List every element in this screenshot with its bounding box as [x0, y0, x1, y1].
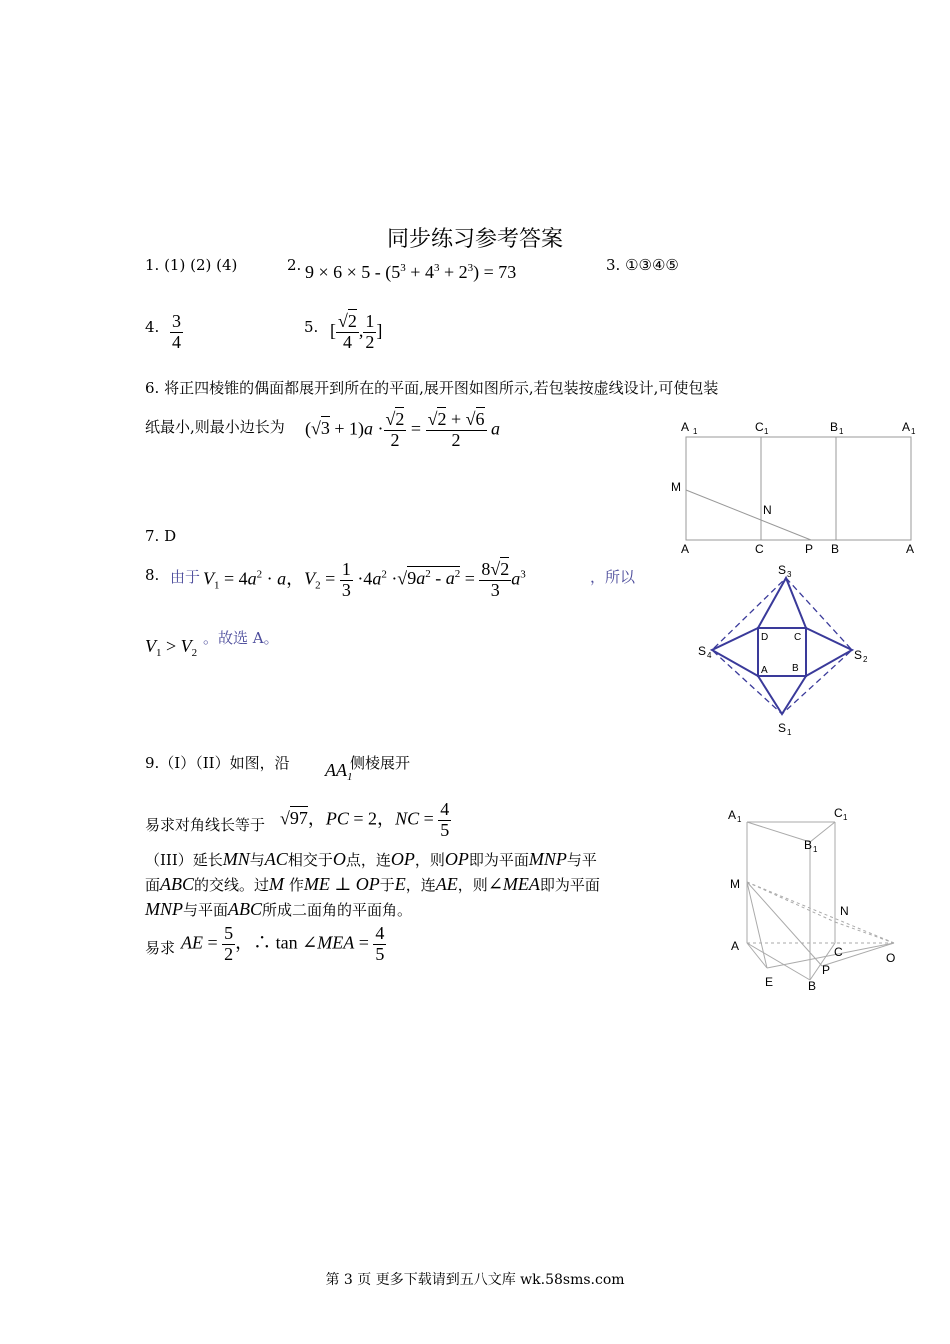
- answer-4-fraction: $\frac{3}{4}$: [172, 311, 181, 352]
- answer-8-number: 8.: [145, 566, 160, 584]
- fig1-label-a1-right: A: [902, 420, 911, 434]
- fig3-label-o: O: [886, 951, 896, 965]
- answer-9-iii-line3: MNP与平面ABC所成二面角的平面角。: [145, 899, 413, 919]
- fig3-label-a1: A: [728, 808, 737, 822]
- answer-2-formula: $9 \times 6 \times 5 - (5^3 + 4^3 + 2^3) = 73$: [305, 262, 517, 282]
- answer-9-aa1: $AA_1$: [325, 760, 353, 783]
- fig3-label-m: M: [730, 877, 740, 891]
- fig1-label-b1: B: [830, 420, 839, 434]
- answer-8-suoyi: ，所以: [590, 568, 636, 586]
- answer-6-line1: 6. 将正四棱锥的偶面都展开到所在的平面,展开图如图所示,若包装按虚线设计,可使包装: [145, 379, 719, 397]
- answer-8-choose: 。故选 A。: [203, 629, 279, 647]
- page-title: 同步练习参考答案: [386, 227, 563, 252]
- answer-1: 1. (1) (2) (4): [145, 256, 238, 274]
- figure-prism-section: [722, 800, 912, 1000]
- fig1-label-m: M: [671, 480, 681, 494]
- figure-unfolded-net: [668, 415, 928, 565]
- fig1-label-a-right: A: [906, 542, 915, 556]
- answer-9-last: 易求: [145, 939, 176, 957]
- svg-text:3: 3: [787, 570, 792, 579]
- svg-text:1: 1: [764, 427, 769, 436]
- answer-8-youyu: 由于: [170, 568, 201, 586]
- svg-text:1: 1: [787, 728, 792, 737]
- svg-text:1: 1: [911, 427, 916, 436]
- fig1-label-c1: C: [755, 420, 764, 434]
- fig1-label-c: C: [755, 542, 764, 556]
- fig3-label-e: E: [765, 975, 774, 989]
- fig3-label-a: A: [731, 939, 740, 953]
- answer-5-interval: [ $\frac{√2}{4}$ , $\frac{1}{2}$ ]: [330, 311, 383, 352]
- fig2-label-d: D: [761, 632, 769, 643]
- fig3-label-n: N: [840, 904, 849, 918]
- svg-text:1: 1: [843, 813, 848, 822]
- svg-text:1: 1: [737, 815, 742, 824]
- answer-9-last-formula: AE = $\frac{5}{2}$ ，∴ tan ∠MEA = $\frac{4}{5}$: [181, 923, 385, 964]
- figure-pyramid-net: [690, 562, 880, 742]
- svg-text:4: 4: [707, 651, 712, 660]
- fig2-label-s4: S: [698, 644, 707, 658]
- answer-9-line2: 易求对角线长等于: [145, 816, 266, 834]
- answer-8-formula: $V_1 = 4a^2 \cdot a$，$V_2$ = $\frac{1}{3}$ $\cdot 4a^2 \cdot√9a^2 - a^2$ = $\frac{8√2}{3}$ $a^3$: [203, 559, 526, 600]
- svg-text:1: 1: [693, 427, 698, 436]
- answer-9-line1b: 侧棱展开: [350, 754, 411, 772]
- answer-3: 3. ①③④⑤: [606, 256, 679, 274]
- answer-9-line1: 9.（I）（II）如图，沿: [145, 754, 290, 772]
- svg-text:2: 2: [863, 655, 868, 664]
- fig1-label-b: B: [831, 542, 840, 556]
- fig2-label-a: A: [761, 665, 768, 676]
- answer-4-number: 4.: [145, 318, 160, 336]
- answer-5-number: 5.: [304, 318, 319, 336]
- svg-text:1: 1: [839, 427, 844, 436]
- fig2-label-s1: S: [778, 721, 787, 735]
- fig3-label-c1: C: [834, 806, 843, 820]
- answer-9-iii-line2: 面ABC的交线。过M 作ME ⊥ OP于E，连AE，则∠MEA即为平面: [145, 874, 600, 894]
- fig3-label-b1: B: [804, 838, 813, 852]
- fig1-label-a: A: [681, 542, 690, 556]
- fig1-label-n: N: [763, 503, 772, 517]
- page-footer: 第 3 页 更多下载请到五八文库 wk.58sms.com: [325, 1272, 625, 1288]
- answer-2-number: 2.: [287, 256, 302, 274]
- fig3-label-p: P: [822, 963, 831, 977]
- fig2-label-b: B: [792, 663, 799, 674]
- answer-8-conclusion: $V_1 > V_2$: [145, 636, 198, 659]
- answer-7: 7. D: [145, 527, 177, 545]
- answer-6-line2: 纸最小,则最小边长为: [145, 418, 285, 436]
- answer-9-line2-formula: √97，PC = 2，NC = $\frac{4}{5}$: [280, 799, 450, 840]
- svg-text:1: 1: [813, 845, 818, 854]
- answer-6-formula: (√3 + 1)a · $\frac{√2}{2}$ = $\frac{√2 + √6}{2}$ a: [305, 409, 500, 450]
- fig1-label-p: P: [805, 542, 814, 556]
- fig3-label-c: C: [834, 945, 843, 959]
- fig3-label-b: B: [808, 979, 817, 993]
- fig2-label-s2: S: [854, 648, 863, 662]
- fig2-label-s3: S: [778, 563, 787, 577]
- answer-9-iii-line1: （III）延长MN与AC相交于O点，连OP，则OP即为平面MNP与平: [145, 849, 597, 869]
- fig1-label-a1-left: A: [681, 420, 690, 434]
- fig2-label-c: C: [794, 632, 802, 643]
